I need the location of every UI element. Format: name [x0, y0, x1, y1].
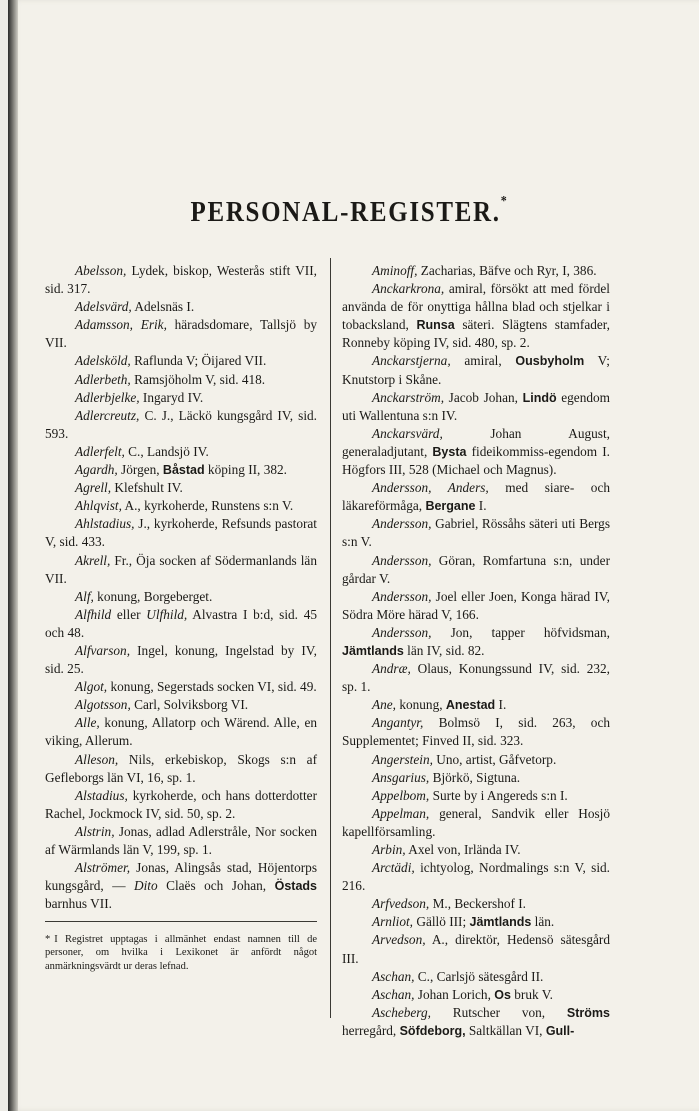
left-entry: Agrell, Klefshult IV. — [75, 480, 183, 496]
right-entry: Ansgarius, Björkö, Sigtuna. — [372, 769, 521, 785]
left-entry: Alf, konung, Borgeberget. — [75, 588, 213, 604]
right-entry: Andersson, Gabriel, Rössåhs säteri uti Bergs s:n V. — [342, 516, 610, 550]
right-entry: Andersson, Anders, med siare- och läkareförmåga, Bergane I. — [342, 480, 611, 514]
right-entry: Andræ, Olaus, Konungssund IV, sid. 232, sp. 1. — [342, 661, 610, 695]
right-entry: Ane, konung, Anestad I. — [372, 697, 507, 713]
right-entry: Anckarsvärd, Johan August, generaladjutant, Bysta fideikommiss-egendom I. Högfors III, 528 (Michael och Magnus). — [342, 425, 610, 478]
left-entry: Ahlstadius, J., kyrkoherde, Refsunds pastorat V, sid. 433. — [45, 516, 317, 550]
left-entry: Adelsvärd, Adelsnäs I. — [75, 299, 195, 315]
left-column — [45, 262, 317, 984]
left-entry: Akrell, Fr., Öja socken af Södermanlands län VII. — [45, 552, 317, 586]
left-entry: Alstrin, Jonas, adlad Adlerstråle, Nor socken af Wärmlands län V, 199, sp. 1. — [45, 823, 317, 857]
left-entry: Algot, konung, Segerstads socken VI, sid. 49. — [75, 679, 317, 695]
right-entry: Arfvedson, M., Beckershof I. — [372, 896, 526, 912]
left-entry: Adlercreutz, C. J., Läckö kungsgård IV, sid. 593. — [45, 407, 317, 441]
page-title: PERSONAL-REGISTER.* — [190, 194, 509, 228]
right-entry: Anckarstjerna, amiral, Ousbyholm V; Knutstorp i Skåne. — [342, 353, 610, 387]
right-entry: Ascheberg, Rutscher von, Ströms herregård, Söfdeborg, Saltkällan VI, Gull- — [342, 1004, 610, 1038]
left-entry: Abelsson, Lydek, biskop, Westerås stift VII, sid. 317. — [45, 263, 317, 297]
left-entry: Alstadius, kyrkoherde, och hans dotterdotter Rachel, Jockmock IV, sid. 50, sp. 2. — [45, 787, 317, 821]
right-entry: Appelbom, Surte by i Angereds s:n I. — [372, 787, 568, 803]
right-entry: Arnliot, Gällö III; Jämtlands län. — [372, 914, 555, 930]
right-entry: Andersson, Jon, tapper höfvidsman, Jämtlands län IV, sid. 82. — [342, 624, 610, 658]
right-entry: Aschan, C., Carlsjö sätesgård II. — [372, 968, 544, 984]
right-column — [342, 262, 610, 1040]
left-entry: Alleson, Nils, erkebiskop, Skogs s:n af Gefleborgs län VI, 16, sp. 1. — [45, 751, 317, 785]
right-entry: Appelman, general, Sandvik eller Hosjö kapellförsamling. — [342, 805, 610, 839]
left-entry: Adelsköld, Raflunda V; Öijared VII. — [75, 353, 267, 369]
right-entry: Angerstein, Uno, artist, Gåfvetorp. — [372, 751, 557, 767]
page-gutter — [8, 0, 18, 1111]
left-entry: Adlerfelt, C., Landsjö IV. — [75, 443, 209, 459]
right-entry: Anckarström, Jacob Johan, Lindö egendom uti Wallentuna s:n IV. — [342, 389, 610, 423]
left-entry: Agardh, Jörgen, Båstad köping II, 382. — [75, 462, 287, 478]
right-entry: Aminoff, Zacharias, Bäfve och Ryr, I, 386. — [372, 263, 597, 278]
left-entry: Adlerbjelke, Ingaryd IV. — [75, 389, 204, 405]
left-entry: Adamsson, Erik, häradsdomare, Tallsjö by VII. — [45, 317, 317, 351]
right-entry: Aschan, Johan Lorich, Os bruk V. — [372, 986, 553, 1002]
right-entry: Andersson, Joel eller Joen, Konga härad IV, Södra Möre härad V, 166. — [342, 588, 610, 622]
right-entry: Arbin, Axel von, Irlända IV. — [372, 842, 521, 857]
column-divider — [330, 258, 331, 1018]
left-entry: Alströmer, Jonas, Alingsås stad, Höjentorps kungsgård, — Dito Claës och Johan, Östads barnhus VII. — [45, 860, 317, 912]
left-entry: Alle, konung, Allatorp och Wärend. Alle, en viking, Allerum. — [45, 715, 317, 749]
left-entry: Alfhild eller Ulfhild, Alvastra I b:d, sid. 45 och 48. — [45, 606, 317, 640]
left-entry: Alfvarson, Ingel, konung, Ingelstad by IV, sid. 25. — [45, 642, 317, 677]
right-entry: Andersson, Göran, Romfartuna s:n, under gårdar V. — [342, 552, 610, 586]
right-entry: Arvedson, A., direktör, Hedensö sätesgård III. — [342, 932, 610, 966]
right-entry: Anckarkrona, amiral, försökt att med fördel använda de för onyttiga hållna blad och stjelkar i tobacksland, Runsa säteri. Slägtens stamfader, Ronneby köping IV, sid. 480, sp. 2. — [342, 281, 610, 351]
left-entry: Algotsson, Carl, Solviksborg VI. — [75, 697, 249, 713]
footnote: * I Registret upptagas i allmänhet endast namnen till de personer, om hvilka i Lexikonet är anfördt något anmärkningsvärdt ur deras lefnad. — [45, 933, 317, 972]
left-entry: Adlerbeth, Ramsjöholm V, sid. 418. — [75, 371, 266, 387]
right-entry: Arctädi, ichtyolog, Nordmalings s:n V, sid. 216. — [342, 860, 610, 894]
right-entry: Angantyr, Bolmsö I, sid. 263, och Supplementet; Finved II, sid. 323. — [342, 715, 610, 749]
left-entry: Ahlqvist, A., kyrkoherde, Runstens s:n V. — [75, 498, 294, 514]
footnote-rule — [45, 921, 317, 922]
